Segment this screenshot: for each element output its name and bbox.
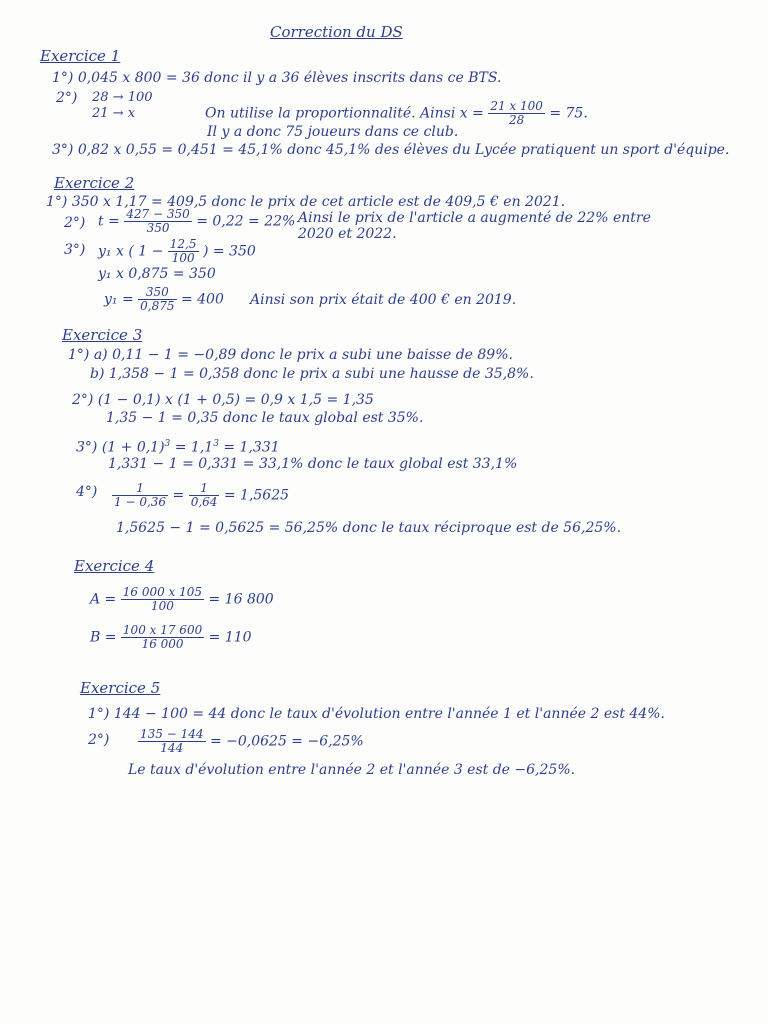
ex5-q2-result: = −0,0625 = −6,25% [209,733,364,750]
ex2-q3-line1-b: ) = 350 [202,243,256,260]
fraction-denominator: 1 − 0,36 [114,495,167,509]
ex2-q3-line-3 [104,286,224,313]
fraction-numerator: 350 [138,286,176,300]
ex2-q2-fraction [124,208,192,235]
ex2-q3-line-2: y₁ x 0,875 = 350 [98,266,216,282]
fraction-numerator: 135 − 144 [140,727,204,741]
fraction-denominator: 16 000 [141,637,184,651]
ex2-q3-fraction-2 [138,286,176,313]
ex2-q2-text-1: Ainsi le prix de l'article a augmenté de 22% entre [298,210,651,226]
fraction-numerator: 12,5 [169,237,197,251]
fraction-denominator: 100 [150,599,174,613]
ex3-answer-2-line-2: 1,35 − 1 = 0,35 donc le taux global est 35%. [106,410,424,426]
ex4-a-result: = 16 800 [208,591,274,608]
ex4-a-fraction [121,586,204,613]
ex3-answer-4-line-1 [112,482,289,509]
fraction-denominator: 100 [171,251,195,265]
ex3-q4-equals: = [172,487,185,504]
ex5-answer-2-conclusion: Le taux d'évolution entre l'année 2 et l'année 3 est de −6,25%. [128,762,576,778]
fraction-numerator: 16 000 x 105 [122,585,203,599]
fraction-numerator: 1 [112,482,168,496]
ex2-q3-line-1 [98,238,256,265]
ex3-answer-4-line-2: 1,5625 − 1 = 0,5625 = 56,25% donc le taux réciproque est de 56,25%. [116,520,622,536]
fraction-numerator: 427 − 350 [126,207,190,221]
ex2-q2-formula [98,208,295,235]
fraction-denominator: 28 [508,113,525,127]
ex1-proportion-row-1: 28 → 100 [92,90,153,105]
ex3-q4-fraction-1 [112,482,168,509]
exercise-5-heading: Exercice 5 [80,679,161,697]
ex1-q2-method [205,100,588,127]
ex1-q2-label: 2°) [56,90,78,106]
ex1-q2-conclusion: Il y a donc 75 joueurs dans ce club. [207,124,459,140]
fraction-denominator: 0,64 [190,495,218,509]
ex4-a-line [90,586,274,613]
exercise-4-heading: Exercice 4 [74,557,155,575]
ex3-answer-3-line-1 [76,436,280,456]
exercise-2-heading: Exercice 2 [54,174,135,192]
ex1-q2-fraction [488,100,545,127]
ex3-answer-1b: b) 1,358 − 1 = 0,358 donc le prix a subi une hausse de 35,8%. [90,366,534,382]
ex3-q4-fraction-2 [189,482,220,509]
ex2-q3-line3-b: = 400 [180,291,224,308]
ex4-b-line [90,624,252,651]
exercise-3-heading: Exercice 3 [62,326,143,344]
ex3-answer-3-line-2: 1,331 − 1 = 0,331 = 33,1% donc le taux global est 33,1% [108,456,518,472]
page-title: Correction du DS [270,23,403,41]
ex3-answer-1a: 1°) a) 0,11 − 1 = −0,89 donc le prix a subi une baisse de 89%. [68,347,513,363]
ex1-answer-3: 3°) 0,82 x 0,55 = 0,451 = 45,1% donc 45,1% des élèves du Lycée pratiquent un sport d'équipe. [52,142,730,158]
ex3-q3-exponent: 3 [164,439,171,449]
ex5-q2-label: 2°) [88,732,110,748]
ex2-q2-result: = 0,22 = 22% [196,213,296,230]
ex1-q2-text: On utilise la proportionnalité. Ainsi x = [205,105,484,122]
ex3-q4-result: = 1,5625 [223,487,290,504]
ex2-q3-label: 3°) [64,242,86,258]
ex4-b-fraction [121,624,204,651]
ex3-q3-a: 3°) (1 + 0,1) [76,439,165,456]
ex2-q3-fraction-1 [168,238,199,265]
ex4-a-label: A = [90,591,117,608]
exercise-1-heading: Exercice 1 [40,47,121,65]
ex2-q3-line3-a: y₁ = [104,291,134,308]
ex3-q3-b: = 1,1 [174,439,214,456]
fraction-numerator: 1 [189,482,220,496]
ex2-answer-1: 1°) 350 x 1,17 = 409,5 donc le prix de cet article est de 409,5 € en 2021. [46,194,566,210]
fraction-denominator: 144 [160,741,184,755]
ex3-answer-2-line-1: 2°) (1 − 0,1) x (1 + 0,5) = 0,9 x 1,5 = 1,35 [72,392,374,408]
ex1-proportion-row-2: 21 → x [92,106,136,121]
ex5-answer-1: 1°) 144 − 100 = 44 donc le taux d'évolution entre l'année 1 et l'année 2 est 44%. [88,706,665,722]
ex2-q3-conclusion: Ainsi son prix était de 400 € en 2019. [250,292,517,308]
fraction-denominator: 0,875 [140,299,175,313]
ex2-q3-line1-a: y₁ x ( 1 − [98,243,164,260]
ex4-b-label: B = [90,629,117,646]
ex1-answer-1: 1°) 0,045 x 800 = 36 donc il y a 36 élèves inscrits dans ce BTS. [52,70,502,86]
ex3-q3-c: = 1,331 [223,439,280,456]
ex5-q2-fraction [138,728,206,755]
ex3-q4-label: 4°) [76,484,98,500]
ex2-q2-text-2: 2020 et 2022. [298,226,397,242]
ex3-q3-exponent-2: 3 [213,439,219,449]
ex5-answer-2-line-1 [138,728,364,755]
ex2-q2-t: t = [98,213,120,230]
fraction-numerator: 100 x 17 600 [122,623,203,637]
ex4-b-result: = 110 [208,629,252,646]
fraction-numerator: 21 x 100 [490,99,543,113]
ex1-q2-result: = 75. [549,105,588,122]
fraction-denominator: 350 [146,221,170,235]
ex2-q2-label: 2°) [64,215,86,231]
